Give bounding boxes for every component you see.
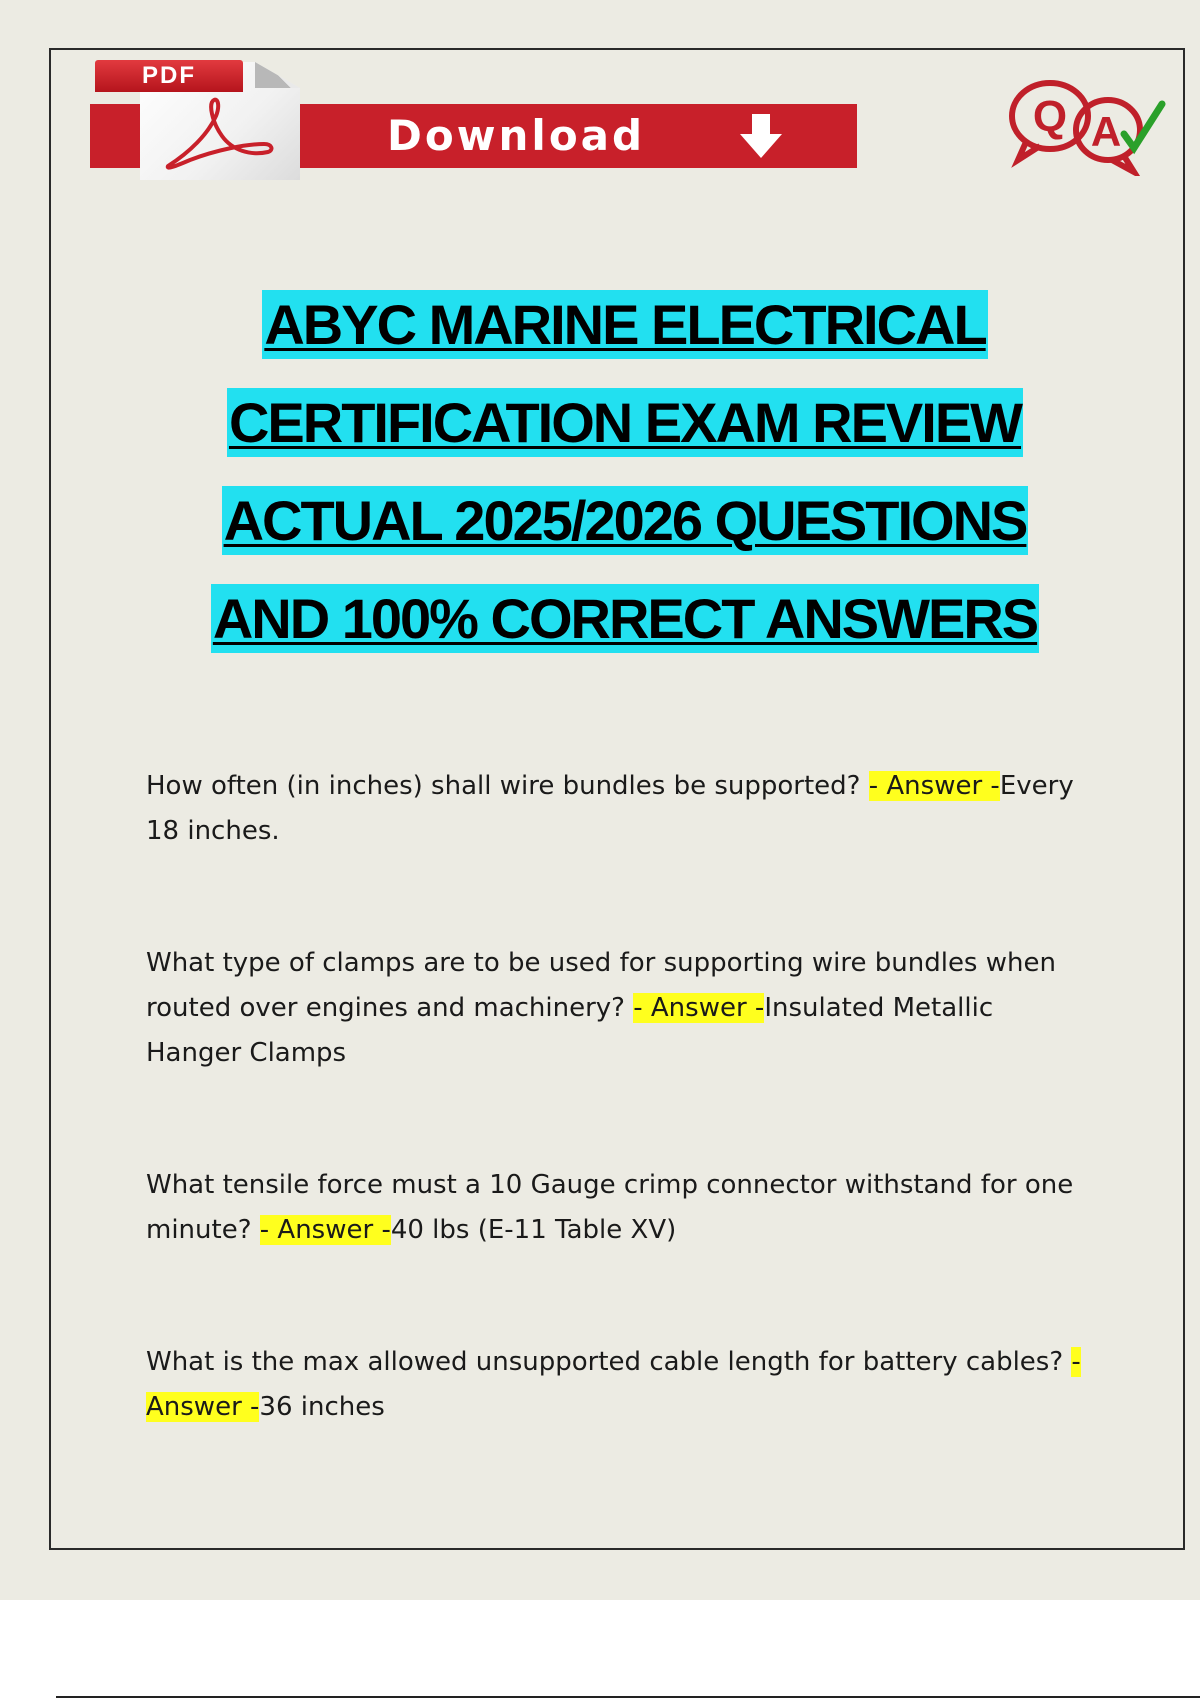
question-text: What tensile force must a 10 Gauge crimp connector withstand for one minute? [146, 1170, 1074, 1245]
question-text: How often (in inches) shall wire bundles be supported? [146, 771, 869, 801]
answer-text: Every 18 inches. [146, 771, 1074, 846]
qa-logo-icon [1006, 76, 1166, 176]
title-line-2: CERTIFICATION EXAM REVIEW [227, 388, 1023, 457]
answer-text: 40 lbs (E-11 Table XV) [390, 1215, 677, 1245]
qa-logo-a: A [1090, 108, 1122, 155]
download-arrow-icon[interactable] [738, 114, 784, 160]
qa-item [146, 941, 1096, 1076]
answer-text: 36 inches [259, 1392, 385, 1422]
pdf-tag: PDF [95, 60, 243, 92]
answer-text: Insulated Metallic Hanger Clamps [146, 993, 994, 1068]
answer-marker: - Answer - [633, 993, 765, 1023]
acrobat-icon [160, 94, 280, 174]
qa-item [146, 1163, 1096, 1253]
question-text: What is the max allowed unsupported cable length for battery cables? [146, 1347, 1072, 1377]
answer-marker: - Answer - [146, 1347, 1081, 1422]
title-line-1: ABYC MARINE ELECTRICAL [262, 290, 987, 359]
title-line-4: AND 100% CORRECT ANSWERS [211, 584, 1039, 653]
title-line-3: ACTUAL 2025/2026 QUESTIONS [222, 486, 1029, 555]
question-text: What type of clamps are to be used for supporting wire bundles when routed over engines and machinery? [146, 948, 1056, 1023]
qa-item [146, 764, 1096, 854]
answer-marker: - Answer - [259, 1215, 391, 1245]
document-title [90, 290, 1160, 682]
download-label[interactable]: Download [387, 111, 646, 160]
bottom-divider [56, 1696, 1200, 1698]
qa-logo-q: Q [1032, 92, 1068, 141]
answer-marker: - Answer - [868, 771, 1000, 801]
qa-item [146, 1340, 1096, 1430]
pdf-download-banner[interactable] [90, 60, 860, 180]
